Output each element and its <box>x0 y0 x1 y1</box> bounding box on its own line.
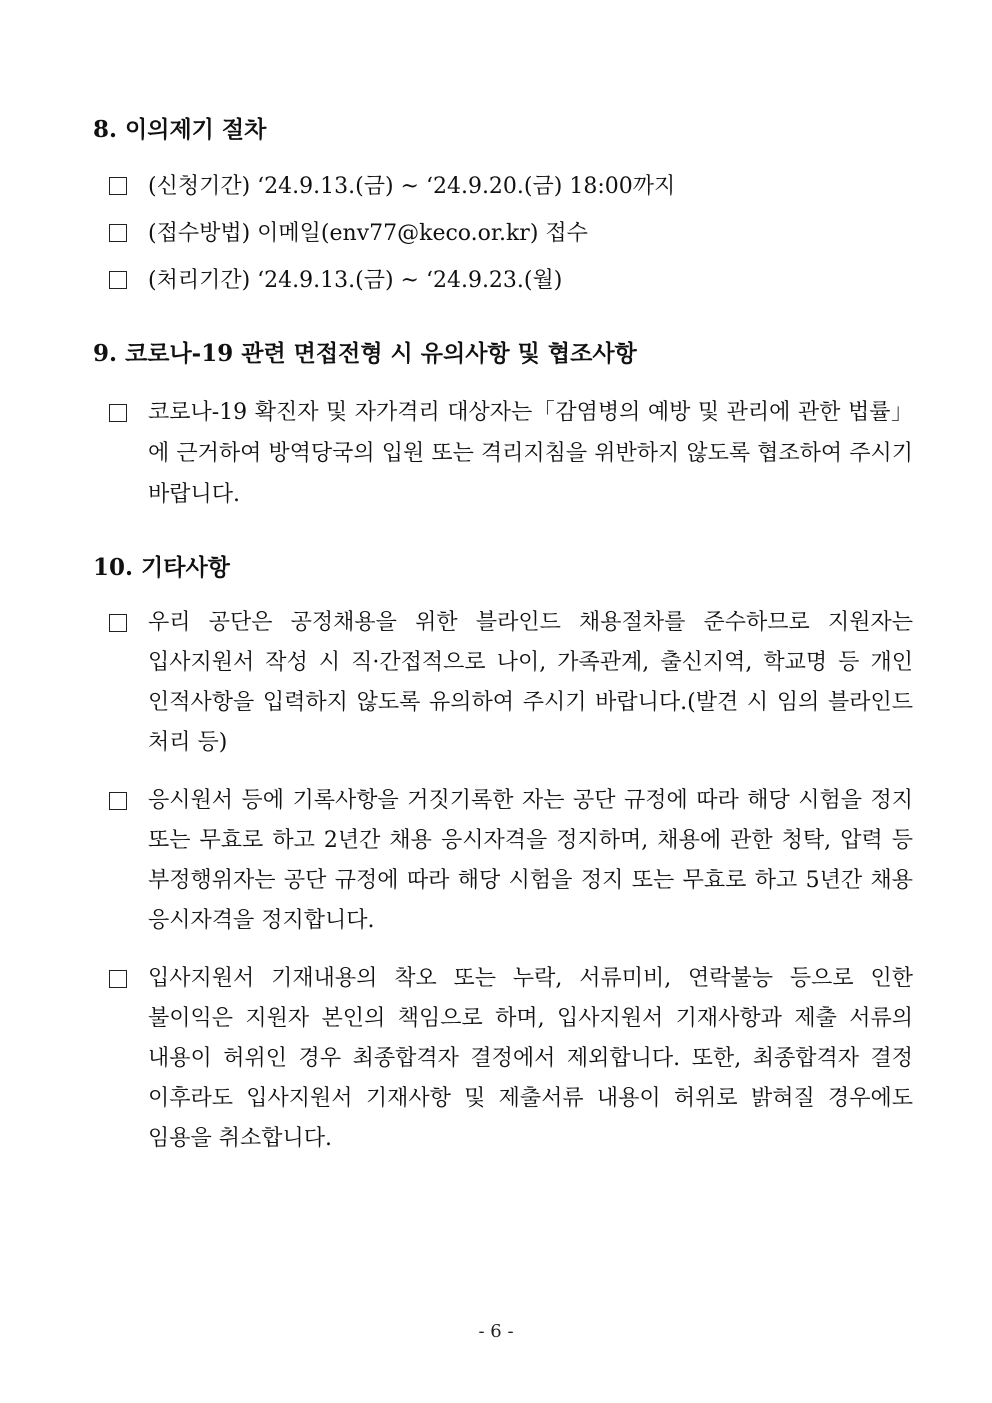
list-item <box>93 257 913 304</box>
checkbox-square-icon <box>109 224 127 242</box>
list-item <box>93 163 913 210</box>
section-heading: 8. 이의제기 절차 <box>93 116 267 143</box>
list-item-text: (처리기간) ‘24.9.13.(금) ~ ‘24.9.23.(월) <box>148 268 563 293</box>
section-heading: 9. 코로나-19 관련 면접전형 시 유의사항 및 협조사항 <box>93 340 637 367</box>
list-item <box>93 781 913 941</box>
list-item-text: 응시원서 등에 기록사항을 거짓기록한 자는 공단 규정에 따라 해당 시험을 정지 또는 무효로 하고 2년간 채용 응시자격을 정지하며, 채용에 관한 청탁, 압력 등 부정행위자는 공단 규정에 따라 해당 시험을 정지 또는 무효로 하고 5년간 채용 응시자격을 정지합니다. <box>148 788 913 933</box>
checkbox-square-icon <box>109 614 127 632</box>
checkbox-square-icon <box>109 271 127 289</box>
list-item <box>93 210 913 257</box>
section-heading: 10. 기타사항 <box>93 554 230 581</box>
checkbox-square-icon <box>109 404 127 422</box>
list-item-text: 입사지원서 기재내용의 착오 또는 누락, 서류미비, 연락불능 등으로 인한 불이익은 지원자 본인의 책임으로 하며, 입사지원서 기재사항과 제출 서류의 내용이 허위인 경우 최종합격자 결정에서 제외합니다. 또한, 최종합격자 결정 이후라도 입사지원서 기재사항 및 제출서류 내용이 허위로 밝혀질 경우에도 임용을 취소합니다. <box>148 966 913 1151</box>
list-item <box>93 959 913 1159</box>
list-item-text: (신청기간) ‘24.9.13.(금) ~ ‘24.9.20.(금) 18:00까지 <box>148 174 676 199</box>
section-objection-procedure <box>93 115 913 304</box>
list-item-text: 우리 공단은 공정채용을 위한 블라인드 채용절차를 준수하므로 지원자는 입사지원서 작성 시 직·간접적으로 나이, 가족관계, 출신지역, 학교명 등 개인 인적사항을 입력하지 않도록 유의하여 주시기 바랍니다.(발견 시 임의 블라인드 처리 등) <box>148 610 913 755</box>
checkbox-square-icon <box>109 970 127 988</box>
checkbox-square-icon <box>109 792 127 810</box>
page-number: - 6 - <box>478 1321 514 1342</box>
checkbox-square-icon <box>109 177 127 195</box>
section-other-matters <box>93 553 913 1159</box>
section-covid-notice <box>93 339 913 515</box>
list-item-text: (접수방법) 이메일(env77@keco.or.kr) 접수 <box>148 221 588 246</box>
list-item-text: 코로나-19 확진자 및 자가격리 대상자는「감염병의 예방 및 관리에 관한 법률」에 근거하여 방역당국의 입원 또는 격리지침을 위반하지 않도록 협조하여 주시기 바랍니다. <box>148 400 913 507</box>
list-item <box>93 603 913 763</box>
list-item <box>93 392 913 515</box>
